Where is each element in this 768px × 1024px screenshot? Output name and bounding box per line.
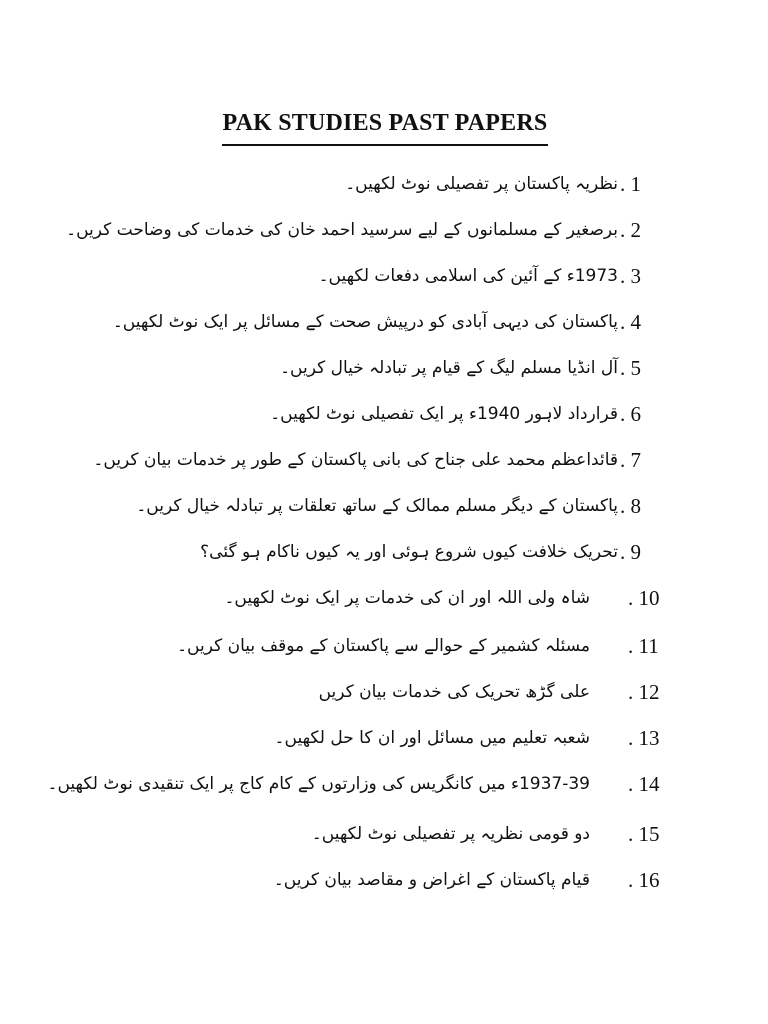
question-item [0,164,768,204]
question-text: قائداعظم محمد علی جناح کی بانی پاکستان کے طور پر خدمات بیان کریں۔ [93,450,618,470]
question-text: 1937-39ء میں کانگریس کی وزارتوں کے کام کاج پر ایک تنقیدی نوٹ لکھیں۔ [47,774,590,794]
question-text: علی گڑھ تحریک کی خدمات بیان کریں [318,682,590,702]
question-number: . 16 [628,868,660,892]
question-text: پاکستان کے دیگر مسلم ممالک کے ساتھ تعلقات پر تبادلہ خیال کریں۔ [136,496,618,516]
question-item [0,578,768,618]
question-item [0,860,768,900]
question-text: مسئلہ کشمیر کے حوالے سے پاکستان کے موقف بیان کریں۔ [177,636,590,656]
question-item [0,764,768,804]
question-number: . 6 [620,402,641,426]
question-number: . 5 [620,356,641,380]
question-text: پاکستان کی دیہی آبادی کو درپیش صحت کے مسائل پر ایک نوٹ لکھیں۔ [112,312,618,332]
question-number: . 3 [620,264,641,288]
question-item [0,814,768,854]
question-number: . 4 [620,310,641,334]
question-text: تحریک خلافت کیوں شروع ہوئی اور یہ کیوں ناکام ہو گئی؟ [200,542,618,562]
question-text: نظریہ پاکستان پر تفصیلی نوٹ لکھیں۔ [345,174,618,194]
question-item [0,486,768,526]
title-underline [222,144,548,146]
question-number: . 13 [628,726,660,750]
question-number: . 15 [628,822,660,846]
question-item [0,210,768,250]
question-text: دو قومی نظریہ پر تفصیلی نوٹ لکھیں۔ [311,824,590,844]
question-text: آل انڈیا مسلم لیگ کے قیام پر تبادلہ خیال کریں۔ [280,358,618,378]
question-text: قیام پاکستان کے اغراض و مقاصد بیان کریں۔ [273,870,590,890]
question-text: شعبہ تعلیم میں مسائل اور ان کا حل لکھیں۔ [274,728,590,748]
question-number: . 11 [628,634,659,658]
question-item [0,394,768,434]
question-number: . 10 [628,586,660,610]
question-text: شاہ ولی اللہ اور ان کی خدمات پر ایک نوٹ لکھیں۔ [224,588,590,608]
question-number: . 8 [620,494,641,518]
question-number: . 1 [620,172,641,196]
question-item [0,532,768,572]
question-item [0,626,768,666]
question-number: . 14 [628,772,660,796]
question-item [0,302,768,342]
page-title: PAK STUDIES PAST PAPERS [222,110,548,136]
question-text: 1973ء کے آئین کی اسلامی دفعات لکھیں۔ [318,266,618,286]
question-item [0,440,768,480]
question-number: . 9 [620,540,641,564]
question-number: . 2 [620,218,641,242]
question-text: برصغیر کے مسلمانوں کے لیے سرسید احمد خان کی خدمات کی وضاحت کریں۔ [66,220,618,240]
question-item [0,256,768,296]
question-item [0,672,768,712]
question-text: قرارداد لاہور 1940ء پر ایک تفصیلی نوٹ لکھیں۔ [270,404,618,424]
question-number: . 7 [620,448,641,472]
question-item [0,348,768,388]
question-number: . 12 [628,680,660,704]
question-item [0,718,768,758]
